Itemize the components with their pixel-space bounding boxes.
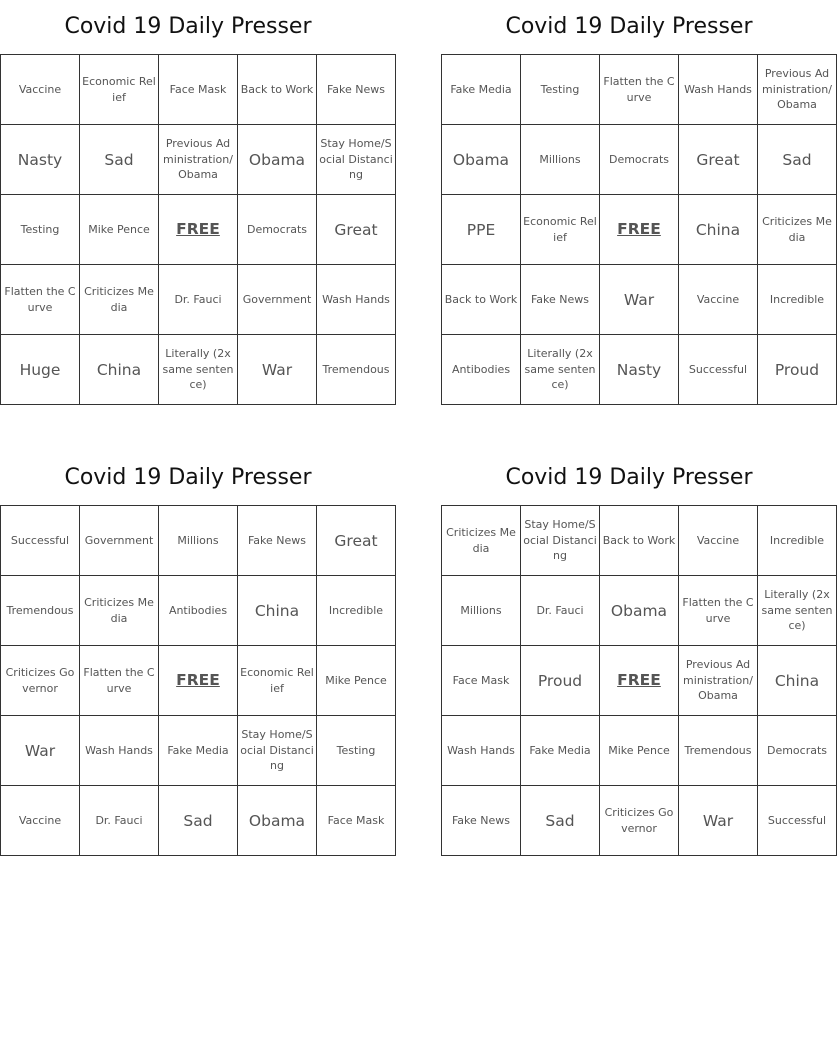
bingo-cell: Nasty [1, 125, 80, 195]
bingo-cell: Great [679, 125, 758, 195]
bingo-cell: Literally (2x same sentence) [521, 335, 600, 405]
free-space-cell: FREE [159, 195, 238, 265]
bingo-cell: Face Mask [317, 786, 396, 856]
bingo-cell: Previous Administration/Obama [758, 55, 837, 125]
bingo-cell: Testing [521, 55, 600, 125]
bingo-cell: Face Mask [159, 55, 238, 125]
bingo-cell: Sad [521, 786, 600, 856]
bingo-cell: Vaccine [679, 265, 758, 335]
grid-row [442, 506, 837, 576]
bingo-cell: War [1, 716, 80, 786]
grid-row [1, 195, 396, 265]
bingo-cell: Wash Hands [80, 716, 159, 786]
bingo-cell: Literally (2x same sentence) [159, 335, 238, 405]
bingo-cell: War [679, 786, 758, 856]
bingo-cell: War [600, 265, 679, 335]
grid-row [442, 195, 837, 265]
bingo-cell: Incredible [758, 506, 837, 576]
card-title: Covid 19 Daily Presser [64, 14, 312, 39]
grid-row [1, 265, 396, 335]
bingo-cell: Government [238, 265, 317, 335]
bingo-cell: Obama [238, 125, 317, 195]
bingo-cell: Fake Media [442, 55, 521, 125]
bingo-cell: China [238, 576, 317, 646]
bingo-cell: Literally (2x same sentence) [758, 576, 837, 646]
bingo-cell: Millions [521, 125, 600, 195]
bingo-cell: Wash Hands [442, 716, 521, 786]
bingo-cell: Dr. Fauci [80, 786, 159, 856]
bingo-cell: Flatten the Curve [679, 576, 758, 646]
bingo-cell: Dr. Fauci [159, 265, 238, 335]
grid-row [1, 506, 396, 576]
bingo-cell: Mike Pence [80, 195, 159, 265]
bingo-cell: Economic Relief [521, 195, 600, 265]
bingo-cell: Mike Pence [600, 716, 679, 786]
bingo-cell: Fake Media [159, 716, 238, 786]
bingo-cell: Stay Home/Social Distancing [238, 716, 317, 786]
bingo-card [0, 451, 387, 856]
bingo-cell: Sad [758, 125, 837, 195]
card-title: Covid 19 Daily Presser [505, 14, 753, 39]
grid-row [442, 646, 837, 716]
bingo-cell: PPE [442, 195, 521, 265]
bingo-cell: Previous Administration/Obama [159, 125, 238, 195]
card-title: Covid 19 Daily Presser [505, 465, 753, 490]
grid-row [442, 55, 837, 125]
bingo-cell: Vaccine [679, 506, 758, 576]
bingo-cell: Fake News [317, 55, 396, 125]
bingo-cell: Obama [238, 786, 317, 856]
grid-row [1, 335, 396, 405]
bingo-cell: Vaccine [1, 786, 80, 856]
grid-row [442, 125, 837, 195]
bingo-cell: Criticizes Media [442, 506, 521, 576]
bingo-cell: Previous Administration/Obama [679, 646, 758, 716]
bingo-cell: Government [80, 506, 159, 576]
bingo-cell: Antibodies [159, 576, 238, 646]
bingo-cell: China [80, 335, 159, 405]
bingo-cell: Back to Work [238, 55, 317, 125]
bingo-cell: Democrats [600, 125, 679, 195]
free-space-cell: FREE [159, 646, 238, 716]
free-space-cell: FREE [600, 195, 679, 265]
bingo-cell: Stay Home/Social Distancing [317, 125, 396, 195]
bingo-cell: Fake News [238, 506, 317, 576]
grid-row [1, 576, 396, 646]
bingo-cell: Tremendous [679, 716, 758, 786]
bingo-cell: Obama [600, 576, 679, 646]
bingo-cell: Great [317, 506, 396, 576]
bingo-card [0, 0, 393, 405]
bingo-cell: Criticizes Media [80, 265, 159, 335]
bingo-cell: Criticizes Governor [1, 646, 80, 716]
bingo-cell: Back to Work [600, 506, 679, 576]
bingo-cell: Incredible [317, 576, 396, 646]
bingo-cell: Criticizes Media [80, 576, 159, 646]
bingo-cell: Obama [442, 125, 521, 195]
bingo-cell: Flatten the Curve [80, 646, 159, 716]
bingo-cell: Tremendous [1, 576, 80, 646]
bingo-cell: China [679, 195, 758, 265]
bingo-cell: Criticizes Media [758, 195, 837, 265]
bingo-cell: Flatten the Curve [1, 265, 80, 335]
bingo-cell: War [238, 335, 317, 405]
bingo-cell: Sad [159, 786, 238, 856]
bingo-cell: Economic Relief [238, 646, 317, 716]
bingo-grid [0, 54, 396, 405]
bingo-cell: China [758, 646, 837, 716]
bingo-cell: Antibodies [442, 335, 521, 405]
bingo-cell: Democrats [758, 716, 837, 786]
bingo-cell: Mike Pence [317, 646, 396, 716]
grid-row [1, 125, 396, 195]
grid-row [1, 55, 396, 125]
bingo-cell: Incredible [758, 265, 837, 335]
bingo-grid [0, 505, 396, 856]
grid-row [442, 716, 837, 786]
free-space-cell: FREE [600, 646, 679, 716]
bingo-cell: Tremendous [317, 335, 396, 405]
bingo-cell: Vaccine [1, 55, 80, 125]
bingo-cell: Flatten the Curve [600, 55, 679, 125]
bingo-cell: Testing [317, 716, 396, 786]
grid-row [1, 716, 396, 786]
bingo-grid [441, 54, 837, 405]
grid-row [1, 646, 396, 716]
card-title: Covid 19 Daily Presser [64, 465, 312, 490]
bingo-cell: Testing [1, 195, 80, 265]
bingo-cell: Fake News [521, 265, 600, 335]
bingo-cell: Sad [80, 125, 159, 195]
bingo-cell: Fake News [442, 786, 521, 856]
bingo-cell: Nasty [600, 335, 679, 405]
bingo-cell: Fake Media [521, 716, 600, 786]
grid-row [442, 576, 837, 646]
bingo-cell: Great [317, 195, 396, 265]
bingo-cell: Face Mask [442, 646, 521, 716]
bingo-cell: Democrats [238, 195, 317, 265]
bingo-cell: Millions [159, 506, 238, 576]
bingo-cell: Back to Work [442, 265, 521, 335]
bingo-cell: Proud [521, 646, 600, 716]
bingo-cell: Economic Relief [80, 55, 159, 125]
bingo-cell: Criticizes Governor [600, 786, 679, 856]
grid-row [442, 335, 837, 405]
bingo-cell: Successful [1, 506, 80, 576]
bingo-grid [441, 505, 837, 856]
bingo-cell: Wash Hands [679, 55, 758, 125]
bingo-card [441, 451, 833, 856]
bingo-cell: Stay Home/Social Distancing [521, 506, 600, 576]
bingo-cell: Huge [1, 335, 80, 405]
bingo-cell: Proud [758, 335, 837, 405]
bingo-cell: Millions [442, 576, 521, 646]
bingo-cell: Wash Hands [317, 265, 396, 335]
bingo-cell: Successful [679, 335, 758, 405]
bingo-cell: Successful [758, 786, 837, 856]
bingo-cell: Dr. Fauci [521, 576, 600, 646]
grid-row [1, 786, 396, 856]
grid-row [442, 786, 837, 856]
bingo-card [441, 0, 832, 405]
grid-row [442, 265, 837, 335]
